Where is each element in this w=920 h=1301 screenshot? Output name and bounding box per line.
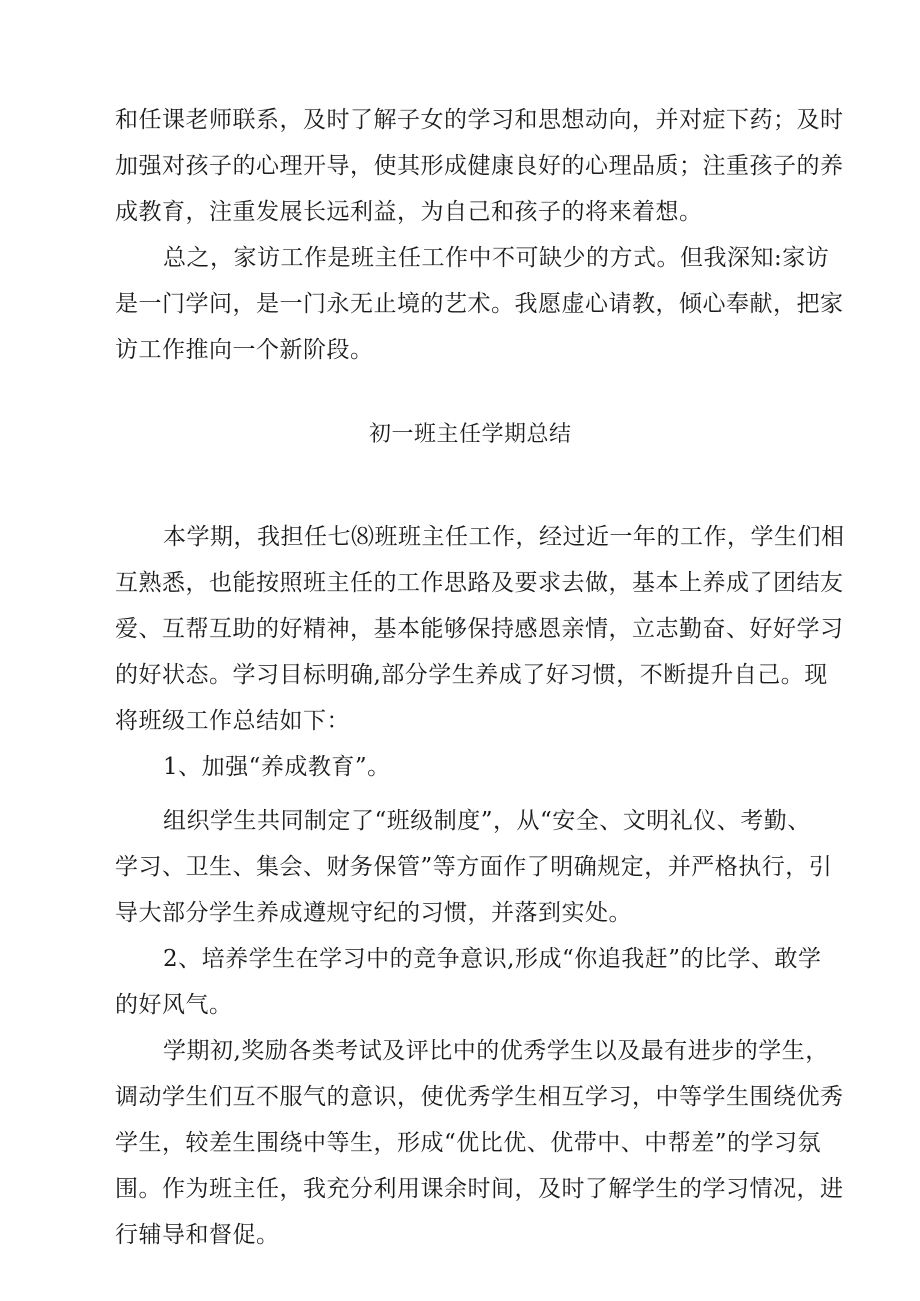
conclusion-line-1: 总之，家访工作是班主任工作中不可缺少的方式。但我深知:家访 (163, 245, 830, 271)
opening-line-5: 将班级工作总结如下： (115, 708, 350, 734)
section-2-line-3: 学生，较差生围绕中等生，形成“优比优、优带中、中帮差”的学习氛 (115, 1130, 822, 1156)
section-1-line-1: 组织学生共同制定了“班级制度”，从“安全、文明礼仪、考勤、 (163, 808, 811, 834)
section-2-line-4: 围。作为班主任，我充分利用课余时间，及时了解学生的学习情况，进 (115, 1176, 844, 1202)
section-1-line-2: 学习、卫生、集会、财务保管”等方面作了明确规定，并严格执行，引 (115, 854, 833, 880)
section-1-line-3: 导大部分学生养成遵规守纪的习惯，并落到实处。 (115, 900, 632, 926)
opening-line-4: 的好状态。学习目标明确,部分学生养成了好习惯，不断提升自己。现 (115, 662, 828, 688)
opening-line-3: 爱、互帮互助的好精神，基本能够保持感恩亲情，立志勤奋、好好学习 (115, 616, 844, 642)
page-title: 初一班主任学期总结 (369, 422, 572, 447)
section-2-line-5: 行辅导和督促。 (115, 1222, 280, 1248)
conclusion-line-2: 是一门学问，是一门永无止境的艺术。我愿虚心请教，倾心奉献，把家 (115, 291, 844, 317)
section-2-heading-line-2: 的好风气。 (115, 992, 233, 1018)
section-2-heading-line-1: 2、培养学生在学习中的竞争意识,形成“你追我赶”的比学、敢学 (163, 946, 822, 972)
intro-line-2: 加强对孩子的心理开导，使其形成健康良好的心理品质；注重孩子的养 (115, 153, 844, 179)
opening-line-1: 本学期，我担任七⑻班班主任工作，经过近一年的工作，学生们相 (163, 524, 845, 550)
intro-line-1: 和任课老师联系，及时了解子女的学习和思想动向，并对症下药；及时 (115, 107, 844, 133)
conclusion-line-3: 访工作推向一个新阶段。 (115, 337, 374, 363)
section-2-line-2: 调动学生们互不服气的意识，使优秀学生相互学习，中等学生围绕优秀 (115, 1084, 844, 1110)
section-2-line-1: 学期初,奖励各类考试及评比中的优秀学生以及最有进步的学生， (163, 1038, 829, 1064)
section-1-heading: 1、加强“养成教育”。 (163, 754, 391, 780)
intro-line-3: 成教育，注重发展长远利益，为自己和孩子的将来着想。 (115, 199, 703, 225)
opening-line-2: 互熟悉，也能按照班主任的工作思路及要求去做，基本上养成了团结友 (115, 570, 844, 596)
